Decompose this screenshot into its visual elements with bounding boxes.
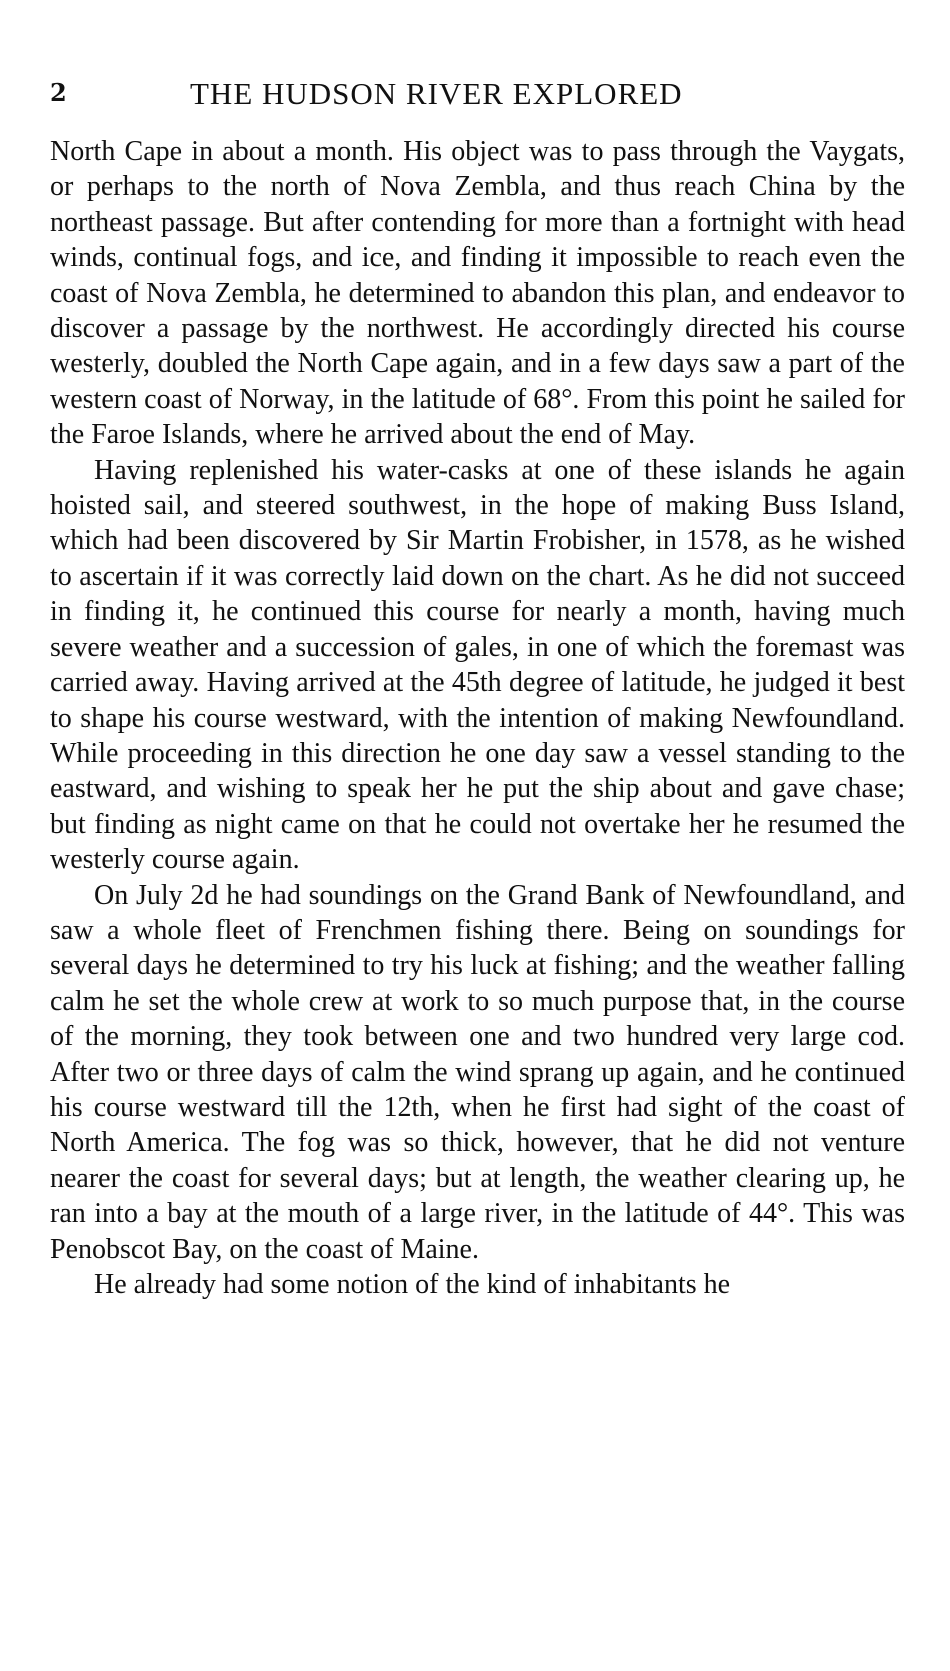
paragraph-4: He already had some notion of the kind of inhabitants he — [94, 1269, 731, 1300]
body-text — [50, 134, 905, 1302]
paragraph-1: North Cape in about a month. His object was to pass through the Vaygats, or perhaps to the north of Nova Zembla, and thus reach China by the northeast passage. But after contending for more than a fortnight with head winds, continual fogs, and ice, and finding it impossible to reach even the coast of Nova Zembla, he determined to abandon this plan, and endeavor to discover a passage by the northwest. He accordingly directed his course westerly, doubled the North Cape again, and in a few days saw a part of the western coast of Norway, in the latitude of 68°. From this point he sailed for the Faroe Islands, where he arrived about the end of May. — [50, 136, 905, 451]
paragraph-3: On July 2d he had soundings on the Grand Bank of Newfoundland, and saw a whole fleet of Frenchmen fishing there. Being on soundings for several days he determined to try his luck at fishing; and the weather falling calm he set the whole crew at work to so much purpose that, in the course of the morning, they took between one and two hundred very large cod. After two or three days of calm the wind sprang up again, and he continued his course westward till the 12th, when he first had sight of the coast of North America. The fog was so thick, however, that he did not venture nearer the coast for several days; but at length, the weather clearing up, he ran into a bay at the mouth of a large river, in the latitude of 44°. This was Penobscot Bay, on the coast of Maine. — [50, 879, 905, 1265]
running-head — [50, 70, 905, 114]
running-title: THE HUDSON RIVER EXPLORED — [190, 76, 683, 111]
paragraph-2: Having replenished his water-casks at one of these islands he again hoisted sail, and steered southwest, in the hope of making Buss Island, which had been discovered by Sir Martin Frobisher, in 1578, as he wished to ascertain if it was correctly laid down on the chart. As he did not succeed in finding it, he continued this course for nearly a month, having much severe weather and a succession of gales, in one of which the foremast was carried away. Having arrived at the 45th degree of latitude, he judged it best to shape his course westward, with the intention of making Newfoundland. While proceeding in this direction he one day saw a vessel standing to the eastward, and wishing to speak her he put the ship about and gave chase; but finding as night came on that he could not overtake her he resumed the westerly course again. — [50, 454, 905, 876]
page-number: 2 — [50, 78, 67, 107]
